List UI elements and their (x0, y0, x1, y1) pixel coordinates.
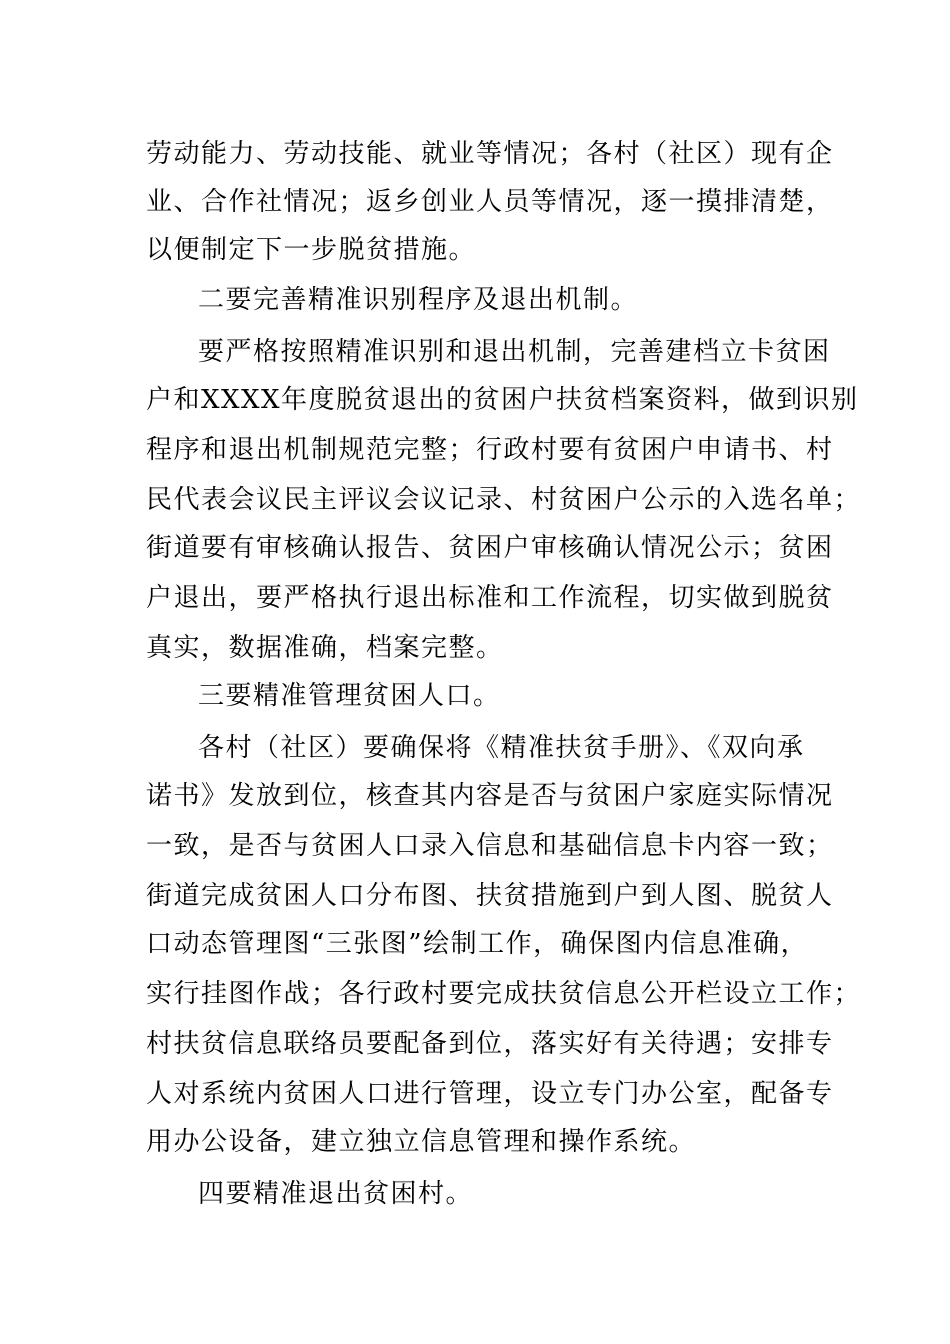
text-line: 用办公设备，建立独立信息管理和操作系统。 (146, 1127, 697, 1157)
section-heading: 四要精准退出贫困村。 (198, 1179, 474, 1209)
text-line: 以便制定下一步脱贫措施。 (146, 235, 477, 265)
section-heading: 二要完善精准识别程序及退出机制。 (198, 285, 639, 315)
text-line: 一致，是否与贫困人口录入信息和基础信息卡内容一致； (146, 831, 834, 861)
text-line: 口动态管理图“三张图”绘制工作，确保图内信息准确， (146, 929, 809, 959)
text-line: 真实，数据准确，档案完整。 (146, 633, 504, 663)
text-line: 民代表会议民主评议会议记录、村贫困户公示的入选名单； (146, 485, 862, 515)
text-line: 诺书》发放到位，核查其内容是否与贫困户家庭实际情况 (146, 781, 834, 811)
section-heading: 三要精准管理贫困人口。 (198, 681, 501, 711)
text-line: 各村（社区）要确保将《精准扶贫手册》、《双向承 (198, 733, 805, 763)
text-line: 劳动能力、劳动技能、就业等情况；各村（社区）现有企 (146, 139, 834, 169)
text-line: 人对系统内贫困人口进行管理，设立专门办公室，配备专 (146, 1079, 834, 1109)
text-line: 户退出，要严格执行退出标准和工作流程，切实做到脱贫 (146, 583, 834, 613)
text-line: 程序和退出机制规范完整；行政村要有贫困户申请书、村 (146, 435, 834, 465)
text-line: 户和XXXX年度脱贫退出的贫困户扶贫档案资料，做到识别 (146, 385, 859, 415)
text-line: 业、合作社情况；返乡创业人员等情况，逐一摸排清楚， (146, 187, 834, 217)
text-line: 村扶贫信息联络员要配备到位，落实好有关待遇；安排专 (146, 1029, 834, 1059)
text-line: 要严格按照精准识别和退出机制，完善建档立卡贫困 (198, 337, 831, 367)
text-line: 实行挂图作战；各行政村要完成扶贫信息公开栏设立工作； (146, 979, 862, 1009)
text-line: 街道完成贫困人口分布图、扶贫措施到户到人图、脱贫人 (146, 881, 834, 911)
text-line: 街道要有审核确认报告、贫困户审核确认情况公示；贫困 (146, 533, 834, 563)
